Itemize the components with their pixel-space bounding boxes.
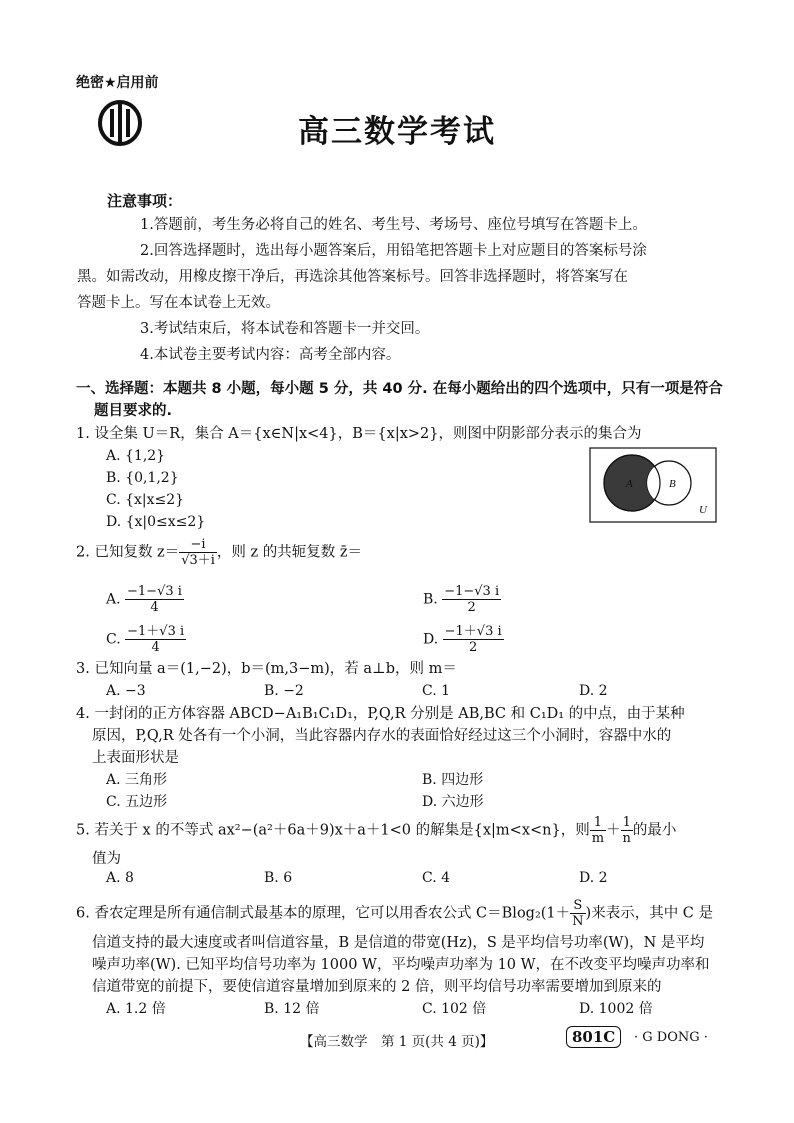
- notice-heading: 注意事项：: [107, 192, 183, 210]
- question-stem-end: )来表示，其中 C 是: [585, 905, 714, 922]
- option-c: C. 4: [422, 870, 451, 886]
- venn-label-a: A: [626, 478, 633, 490]
- question-stem: 原因，P,Q,R 处各有一个小洞，当此容器内存水的表面恰好经过这三个小洞时，容器中水的: [92, 728, 672, 744]
- fraction-denominator: 4: [150, 600, 159, 615]
- question-stem: 噪声功率(W). 已知平均信号功率为 1000 W，平均噪声功率为 10 W，在不改变平均噪声功率和: [92, 957, 710, 973]
- section-heading-line: 一、选择题：本题共 8 小题，每小题 5 分，共 40 分. 在每小题给出的四个选项中，只有一项是符合: [76, 381, 723, 397]
- question-5: [76, 815, 726, 846]
- notice-item: 1.答题前，考生务必将自己的姓名、考生号、考场号、座位号填写在答题卡上。: [140, 217, 647, 233]
- notice-item: 3.考试结束后，将本试卷和答题卡一并交回。: [140, 321, 430, 337]
- fraction-denominator: 2: [469, 640, 478, 655]
- question-stem-end: ，则 z 的共轭复数 z̄＝: [216, 544, 363, 561]
- confidential-label: 绝密★启用前: [76, 75, 159, 91]
- option-c: [106, 624, 186, 655]
- fraction-denominator: m: [591, 831, 605, 846]
- question-stem: 信道支持的最大速度或者叫信道容量，B 是信道的带宽(Hz)，S 是平均信号功率(W)，N 是平均: [92, 935, 705, 951]
- publisher-mark: · G DONG ·: [634, 1030, 708, 1045]
- option-d: [423, 624, 504, 655]
- option-d: D. 2: [579, 870, 608, 886]
- fraction-numerator: 1: [621, 815, 633, 831]
- option-d: D. 六边形: [422, 794, 484, 810]
- option-a: A. 三角形: [106, 772, 168, 788]
- option-d: D. 2: [579, 683, 608, 699]
- notice-list: [77, 212, 697, 368]
- question-stem: 5. 若关于 x 的不等式 ax²−(a²＋6a＋9)x＋a＋1<0 的解集是{x|m<x<n}，则: [76, 822, 590, 839]
- question-4: [76, 703, 726, 810]
- option-c: C. 五边形: [106, 794, 168, 810]
- venn-label-b: B: [669, 478, 676, 490]
- question-stem: 3. 已知向量 a＝(1,−2)，b＝(m,3−m)，若 a⊥b，则 m＝: [76, 661, 457, 677]
- question-stem-end: 的最小: [632, 822, 677, 839]
- question-2: [76, 537, 726, 568]
- option-letter: B.: [423, 591, 438, 608]
- option-letter: C.: [106, 631, 121, 648]
- question-3: [76, 658, 726, 699]
- fraction-denominator: 2: [467, 600, 476, 615]
- option-d: D. {x|0≤x≤2}: [106, 514, 206, 530]
- option-b: B. 6: [264, 870, 293, 886]
- option-a: [106, 584, 184, 615]
- fraction-numerator: −1−√3 i: [127, 584, 182, 599]
- fraction-denominator: √3＋i: [181, 553, 215, 568]
- section-heading-line: 题目要求的.: [94, 403, 173, 419]
- venn-diagram: [589, 447, 717, 523]
- option-a: A. 8: [106, 870, 134, 886]
- page-number: 【高三数学 第 1 页(共 4 页)】: [300, 1034, 494, 1050]
- option-a: A. 1.2 倍: [106, 1001, 166, 1017]
- option-letter: D.: [423, 631, 439, 648]
- option-a: A. {1,2}: [106, 448, 166, 464]
- option-b: B. −2: [264, 683, 304, 699]
- fraction-numerator: −1＋√3 i: [127, 624, 185, 639]
- plus-sign: ＋: [606, 822, 621, 839]
- option-d: D. 1002 倍: [579, 1001, 653, 1017]
- notice-item: 黑。如需改动，用橡皮擦干净后，再选涂其他答案标号。回答非选择题时，将答案写在: [77, 269, 628, 285]
- option-c: C. 102 倍: [422, 1001, 487, 1017]
- fraction-denominator: n: [622, 831, 631, 846]
- question-6: [76, 898, 726, 929]
- question-1: [76, 423, 726, 530]
- option-b: B. {0,1,2}: [106, 470, 179, 486]
- fraction-numerator: 1: [590, 815, 606, 831]
- question-stem: 2. 已知复数 z＝: [76, 544, 180, 561]
- option-c: C. 1: [422, 683, 451, 699]
- option-b: B. 12 倍: [264, 1001, 320, 1017]
- notice-item: 4.本试卷主要考试内容：高考全部内容。: [140, 347, 401, 363]
- question-stem: 上表面形状是: [92, 750, 179, 766]
- paper-code-badge: 801C: [566, 1026, 621, 1048]
- question-6-body: [76, 932, 742, 998]
- section-heading: [76, 378, 726, 422]
- fraction-denominator: N: [572, 914, 584, 929]
- fraction-numerator: S: [570, 898, 585, 914]
- option-c: C. {x|x≤2}: [106, 492, 185, 508]
- fraction-numerator: −1−√3 i: [444, 584, 500, 599]
- question-stem: 4. 一封闭的正方体容器 ABCD−A₁B₁C₁D₁，P,Q,R 分别是 AB,BC 和 C₁D₁ 的中点，由于某种: [76, 706, 685, 722]
- option-b: [423, 584, 501, 615]
- question-5-line2: 值为: [92, 851, 121, 867]
- z-fraction: [179, 537, 217, 568]
- option-letter: A.: [106, 591, 121, 608]
- question-stem: 6. 香农定理是所有通信制式最基本的原理，它可以用香农公式 C＝Blog₂(1＋: [76, 905, 571, 922]
- question-stem: 1. 设全集 U＝R，集合 A＝{x∈N|x<4}，B＝{x|x>2}，则图中阴影部分表示的集合为: [76, 426, 642, 442]
- notice-item: 答题卡上。写在本试卷上无效。: [77, 295, 280, 311]
- question-stem: 信道带宽的前提下，要使信道容量增加到原来的 2 倍，则平均信号功率需要增加到原来的: [92, 979, 662, 995]
- option-b: B. 四边形: [422, 772, 484, 788]
- venn-label-u: U: [699, 504, 707, 516]
- notice-item: 2.回答选择题时，选出每小题答案后，用铅笔把答题卡上对应题目的答案标号涂: [140, 243, 647, 259]
- page-title: 高三数学考试: [298, 114, 496, 150]
- fraction-denominator: 4: [151, 640, 160, 655]
- fraction-numerator: −1＋√3 i: [444, 624, 502, 639]
- option-a: A. −3: [106, 683, 146, 699]
- fraction-numerator: −i: [179, 537, 217, 553]
